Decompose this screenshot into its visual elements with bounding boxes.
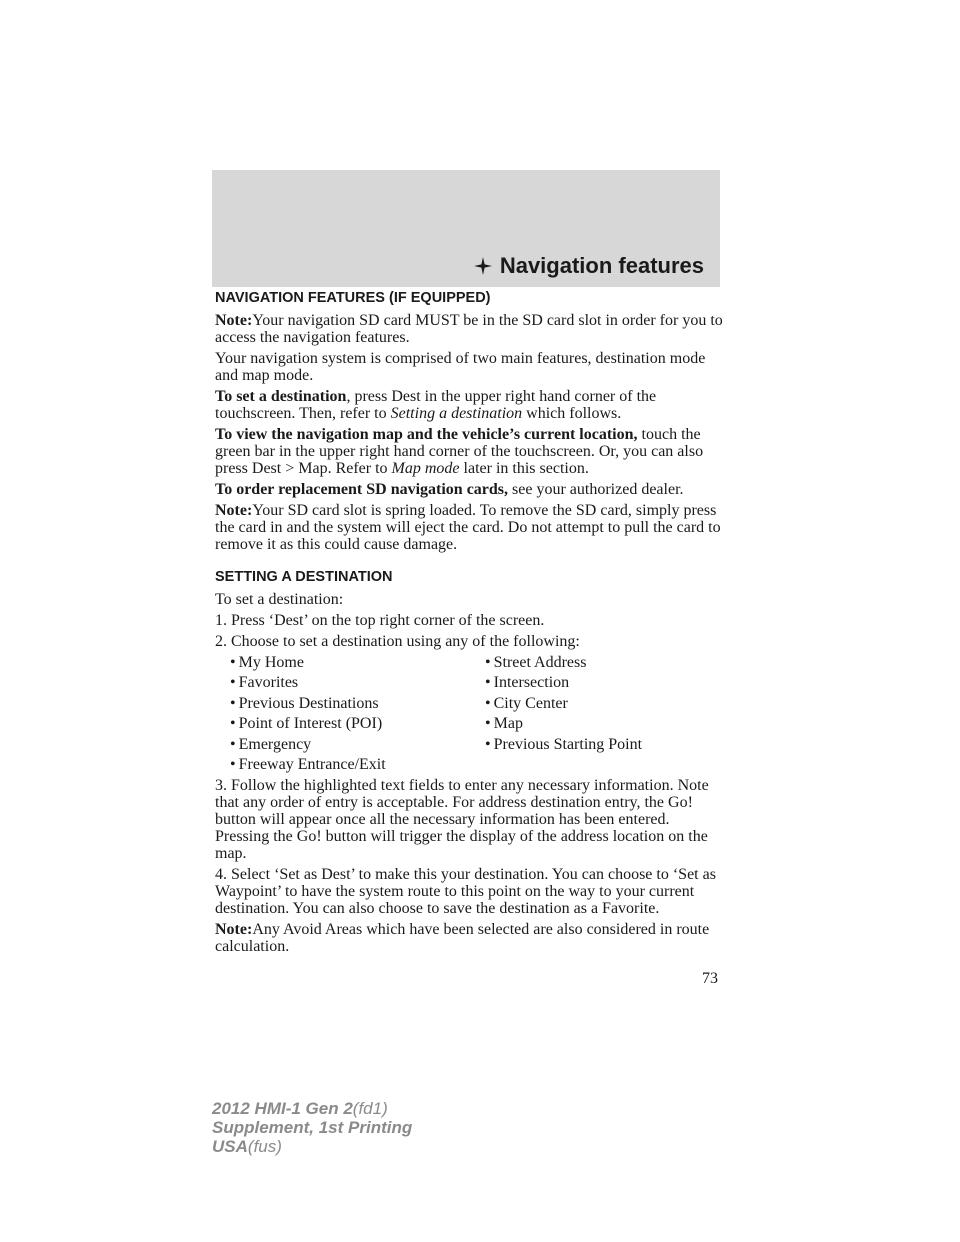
paragraph-note-spring-loaded: Note:Your SD card slot is spring loaded. To remove the SD card, simply press the card in and the system will eject the card. Do not attempt to pull the card to remove it as this could cause damage. — [215, 502, 721, 553]
list-item: • Intersection — [470, 674, 725, 691]
paragraph-set-destination: To set a destination, press Dest in the upper right hand corner of the touchscreen. Then, refer to Setting a destination which follows. — [215, 388, 657, 422]
list-item: • My Home — [215, 654, 470, 671]
step-intro: To set a destination: — [215, 591, 344, 608]
step-4: 4. Select ‘Set as Dest’ to make this your destination. You can choose to ‘Set as Waypoint’ to have the system route to this point on the way to your current destination. You can also choose to save the destination as a Favorite. — [215, 865, 716, 917]
step-1: 1. Press ‘Dest’ on the top right corner of the screen. — [215, 612, 545, 629]
paragraph-note-avoid-areas: Note:Any Avoid Areas which have been selected are also considered in route calculation. — [215, 920, 710, 955]
list-item: • Point of Interest (POI) — [215, 715, 470, 732]
list-item: • Freeway Entrance/Exit — [215, 756, 470, 773]
list-item: • City Center — [470, 695, 725, 712]
step-2: 2. Choose to set a destination using any of the following: — [215, 633, 580, 650]
list-item: • Previous Destinations — [215, 695, 470, 712]
footer-line-2: Supplement, 1st Printing — [212, 1118, 413, 1137]
paragraph-system-overview: Your navigation system is comprised of two main features, destination mode and map mode. — [215, 350, 706, 384]
heading-setting-a-destination: SETTING A DESTINATION — [215, 569, 393, 585]
section-title-text: Navigation features — [499, 253, 704, 278]
note-label: Note: — [215, 920, 253, 938]
list-item: • Favorites — [215, 674, 470, 691]
print-footer — [212, 1099, 412, 1156]
footer-line-1: 2012 HMI-1 Gen 2(fd1) — [212, 1099, 388, 1118]
page-number: 73 — [702, 970, 718, 987]
footer-line-3: USA(fus) — [212, 1137, 282, 1156]
paragraph-view-map: To view the navigation map and the vehicle’s current location, touch the green bar in the upper right hand corner of the touchscreen. Or, you can also press Dest > Map. Refer to Map mode later in this section. — [215, 426, 704, 477]
paragraph-order-cards: To order replacement SD navigation cards, see your authorized dealer. — [215, 481, 684, 498]
list-item: • Street Address — [470, 654, 725, 671]
paragraph-note-sd-card: Note:Your navigation SD card MUST be in the SD card slot in order for you to access the navigation features. — [215, 312, 723, 346]
heading-navigation-features: NAVIGATION FEATURES (IF EQUIPPED) — [215, 290, 491, 306]
link-map-mode: Map mode — [391, 460, 460, 477]
destination-options-list — [215, 654, 725, 773]
note-label: Note: — [215, 502, 253, 519]
compass-star-icon — [474, 257, 492, 275]
page-content — [215, 287, 725, 959]
step-3: 3. Follow the highlighted text fields to enter any necessary information. Note that any order of entry is acceptable. For address destination entry, the Go! button will appear once all the necessary information has been entered. Pressing the Go! button will trigger the display of the address location on the map. — [215, 776, 709, 862]
list-item: • Map — [470, 715, 725, 732]
link-setting-a-destination: Setting a destination — [390, 405, 523, 422]
section-title — [474, 253, 704, 279]
list-item: • Previous Starting Point — [470, 736, 725, 753]
section-header — [212, 170, 720, 287]
list-item: • Emergency — [215, 736, 470, 753]
note-label: Note: — [215, 312, 253, 329]
